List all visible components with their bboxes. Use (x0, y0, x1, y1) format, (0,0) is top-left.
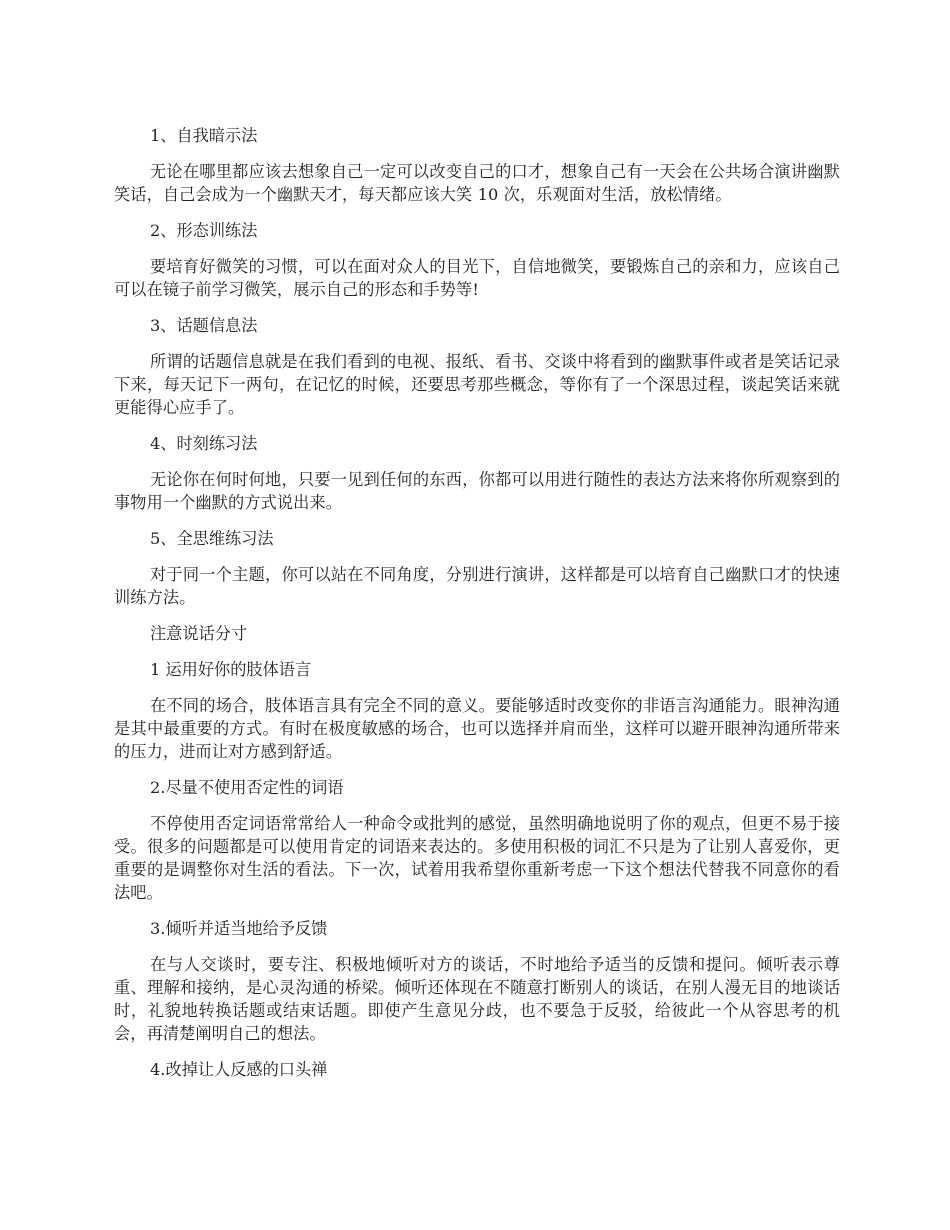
section-heading: 1、自我暗示法 (150, 126, 258, 145)
paragraph: 不停使用否定词语常常给人一种命令或批判的感觉，虽然明确地说明了你的观点，但更不易于接受。很多的问题都是可以使用肯定的词语来表达的。多使用积极的词汇不只是为了让别人喜爱你，更重要的是调整你对生活的看法。下一次，试着用我希望你重新考虑一下这个想法代替我不同意你的看法吧。 (114, 814, 840, 902)
paragraph: 无论在哪里都应该去想象自己一定可以改变自己的口才，想象自己有一天会在公共场合演讲幽默笑话，自己会成为一个幽默天才，每天都应该大笑 10 次，乐观面对生活，放松情绪。 (114, 162, 840, 204)
section-heading: 3、话题信息法 (150, 316, 258, 335)
paragraph: 在与人交谈时，要专注、积极地倾听对方的谈话，不时地给予适当的反馈和提问。倾听表示尊重、理解和接纳，是心灵沟通的桥梁。倾听还体现在不随意打断别人的谈话，在别人漫无目的地谈话时，礼貌地转换话题或结束话题。即使产生意见分歧，也不要急于反驳，给彼此一个从容思考的机会，再清楚阐明自己的想法。 (114, 955, 840, 1043)
section-heading: 1 运用好你的肢体语言 (150, 660, 312, 679)
paragraph: 在不同的场合，肢体语言具有完全不同的意义。要能够适时改变你的非语言沟通能力。眼神沟通是其中最重要的方式。有时在极度敏感的场合，也可以选择并肩而坐，这样可以避开眼神沟通所带来的压力，进而让对方感到舒适。 (114, 696, 840, 761)
section-heading: 2.尽量不使用否定性的词语 (150, 778, 344, 797)
paragraph: 无论你在何时何地，只要一见到任何的东西，你都可以用进行随性的表达方法来将你所观察到的事物用一个幽默的方式说出来。 (114, 470, 840, 512)
section-heading: 5、全思维练习法 (150, 529, 274, 548)
section-heading: 3.倾听并适当地给予反馈 (150, 919, 328, 938)
paragraph: 对于同一个主题，你可以站在不同角度，分别进行演讲，这样都是可以培育自己幽默口才的快速训练方法。 (114, 565, 840, 607)
section-heading: 4.改掉让人反感的口头禅 (150, 1060, 328, 1079)
section-heading: 2、形态训练法 (150, 221, 258, 240)
paragraph: 所谓的话题信息就是在我们看到的电视、报纸、看书、交谈中将看到的幽默事件或者是笑话记录下来，每天记下一两句，在记忆的时候，还要思考那些概念，等你有了一个深思过程，谈起笑话来就更能得心应手了。 (114, 352, 840, 417)
section-heading: 注意说话分寸 (150, 624, 248, 643)
section-heading: 4、时刻练习法 (150, 434, 258, 453)
document-body (114, 124, 840, 1094)
paragraph: 要培育好微笑的习惯，可以在面对众人的目光下，自信地微笑，要锻炼自己的亲和力，应该自己可以在镜子前学习微笑，展示自己的形态和手势等! (114, 257, 840, 299)
